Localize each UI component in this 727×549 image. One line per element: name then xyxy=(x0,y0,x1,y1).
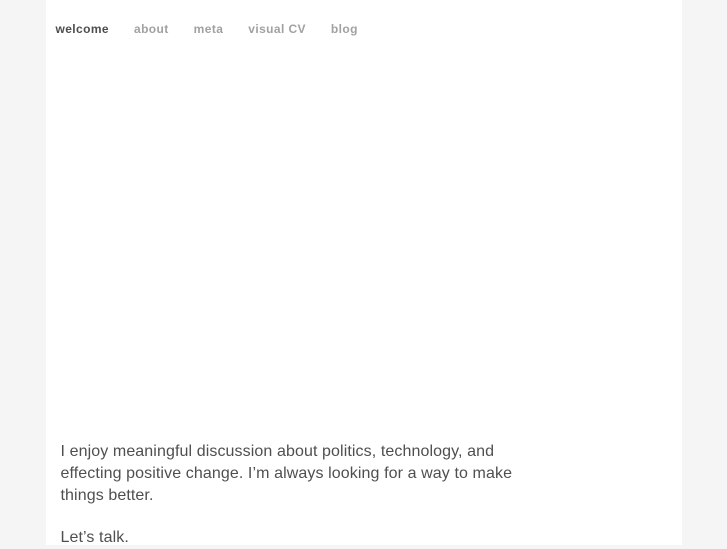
intro-paragraph-line: I enjoy meaningful discussion about politics, technology, and xyxy=(60,443,495,460)
nav-item-blog[interactable]: blog xyxy=(330,22,358,36)
nav-item-welcome[interactable]: welcome xyxy=(55,22,109,36)
nav-item-visual-cv[interactable]: visual CV xyxy=(248,22,306,36)
nav-item-meta[interactable]: meta xyxy=(193,22,224,36)
intro-paragraph-line: things better. xyxy=(60,487,154,504)
intro-text xyxy=(61,441,541,549)
nav-item-about[interactable]: about xyxy=(134,22,169,36)
content-column xyxy=(46,0,682,545)
main-nav xyxy=(56,22,358,36)
intro-paragraph-line: effecting positive change. I’m always looking for a way to make xyxy=(60,465,513,482)
closing-line: Let’s talk. xyxy=(60,529,129,546)
